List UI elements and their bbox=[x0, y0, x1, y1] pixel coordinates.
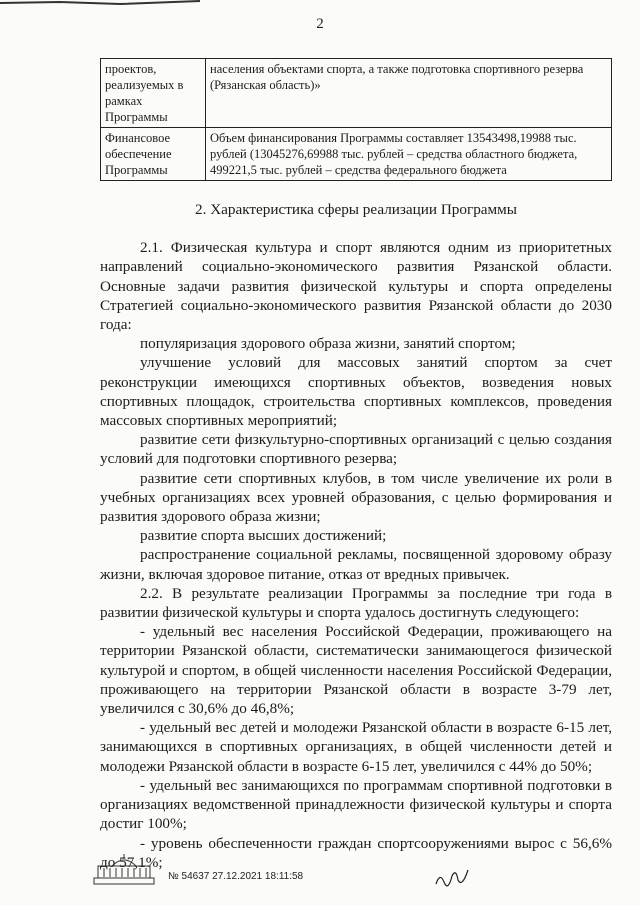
paragraph: - удельный вес занимающихся по программам спортивной подготовки в организациях ведомственной принадлежности физической культуры и спорта достиг 100%; bbox=[100, 776, 612, 833]
signature-icon bbox=[432, 862, 472, 890]
paragraph: улучшение условий для массовых занятий спортом за счет реконструкции имеющихся спортивных объектов, возведения новых спортивных площадок, строительства спортивных комплексов, проведения массовых спортивных мероприятий; bbox=[100, 354, 612, 430]
top-edge-mark bbox=[0, 0, 200, 8]
paragraph: распространение социальной рекламы, посвященной здоровому образу жизни, включая здоровое питание, отказ от вредных привычек. bbox=[100, 546, 612, 583]
paragraph: развитие спорта высших достижений; bbox=[140, 527, 387, 545]
table-cell-label: Финансовое обеспечение Программы bbox=[101, 128, 206, 181]
paragraph: развитие сети физкультурно-спортивных организаций с целью создания условий для подготовки спортивного резерва; bbox=[100, 431, 612, 468]
paragraph: - удельный вес детей и молодежи Рязанской области в возрасте 6-15 лет, занимающихся в спортивных организациях, в общей численности детей и молодежи Рязанской области в возрасте 6-15 лет, увеличился с 44% до 50%; bbox=[100, 719, 612, 775]
paragraph: 2.1. Физическая культура и спорт являются одним из приоритетных направлений социально-экономического развития Рязанской области. Основные задачи развития физической культуры и спорта определены Стратегией социально-экономического развития Рязанской области до 2030 года: bbox=[100, 239, 612, 334]
section-body bbox=[100, 200, 612, 872]
paragraph: 2.2. В результате реализации Программы за последние три года в развитии физической культуры и спорта удалось достигнуть следующего: bbox=[100, 584, 612, 622]
document-footer bbox=[92, 852, 612, 892]
paragraph: развитие сети спортивных клубов, в том числе увеличение их роли в учебных организациях всех уровней образования, с целью формирования и развития здорового образа жизни; bbox=[100, 469, 612, 526]
section-heading: 2. Характеристика сферы реализации Программы bbox=[195, 201, 517, 218]
paragraph: популяризация здорового образа жизни, занятий спортом; bbox=[140, 335, 516, 353]
table-cell-label: проектов, реализуемых в рамках Программы bbox=[101, 59, 206, 128]
table-cell-value: населения объектами спорта, а также подготовка спортивного резерва (Рязанская область)» bbox=[206, 59, 612, 128]
paragraph: - уровень обеспеченности граждан спортсооружениями вырос с 56,6% до 57,1%; bbox=[100, 834, 612, 871]
government-building-logo-icon bbox=[92, 852, 156, 886]
table-row bbox=[101, 59, 612, 128]
table-row bbox=[101, 128, 612, 181]
registration-stamp: № 54637 27.12.2021 18:11:58 bbox=[168, 871, 304, 882]
table-cell-value: Объем финансирования Программы составляет 13543498,19988 тыс. рублей (13045276,69988 тыс. рублей – средства областного бюджета, 499221,5 тыс. рублей – средства федерального бюджета bbox=[206, 128, 612, 181]
page-number: 2 bbox=[316, 16, 324, 32]
paragraph: - удельный вес населения Российской Федерации, проживающего на территории Рязанской области, систематически занимающегося физической культурой и спортом, в общей численности населения Российской Федерации, проживающего на территории Рязанской области в возрасте 3-79 лет, увеличился с 30,6% до 46,8%; bbox=[100, 623, 612, 718]
program-passport-table bbox=[100, 58, 612, 181]
